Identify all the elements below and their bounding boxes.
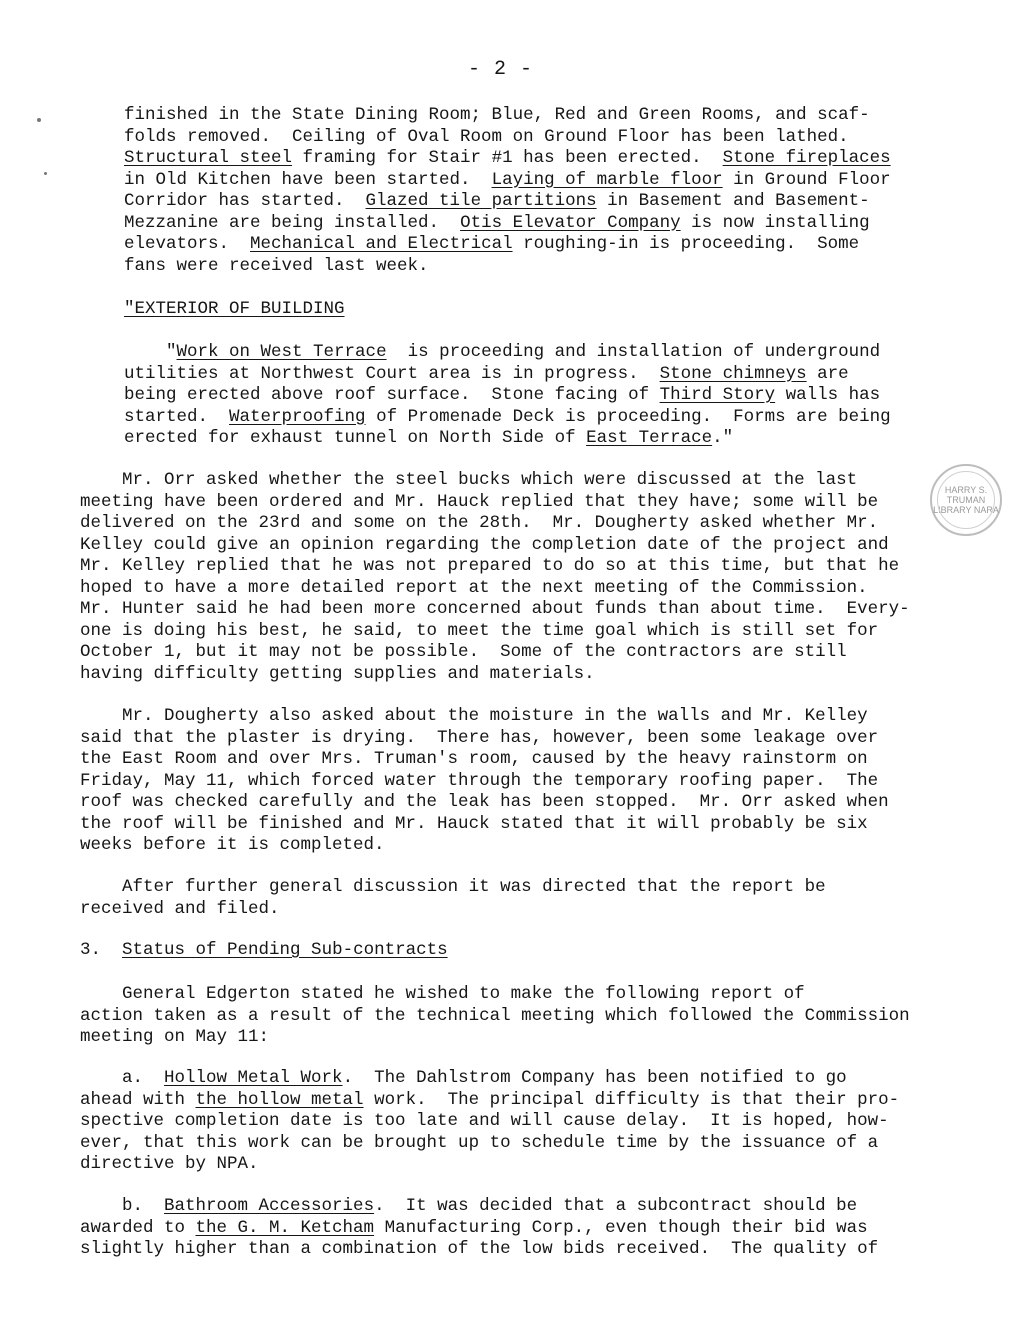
section-3-heading: 3. Status of Pending Sub-contracts <box>80 940 448 960</box>
margin-mark <box>44 172 47 175</box>
stamp-text: HARRY S. TRUMAN LIBRARY NARA <box>933 485 999 515</box>
item-b-bathroom-accessories: b. Bathroom Accessories. It was decided that a subcontract should be awarded to the G. M. Ketcham Manufacturing Corp., even though their bid was slightly higher than a combination of the low bids received. The quality of <box>80 1196 879 1259</box>
margin-mark <box>37 118 41 122</box>
page-number: - 2 - <box>468 58 534 81</box>
exterior-progress-paragraph: "Work on West Terrace is proceeding and installation of underground utilities at Northwest Court area is in progress. Stone chimneys are being erected above roof surface. Stone facing of Third Story walls has started. Waterproofing of Promenade Deck is proceeding. Forms are being erected for exhaust tunnel on North Side of East Terrace." <box>124 342 891 448</box>
item-a-hollow-metal-work: a. Hollow Metal Work. The Dahlstrom Company has been notified to go ahead with the hollow metal work. The principal difficulty is that their pro- spective completion date is too late and will cause delay. It is hoped, how- ever, that this work can be brought up to schedule time by the issuance of a directive by NPA. <box>80 1068 900 1174</box>
stamp-ring <box>937 471 995 529</box>
exterior-heading: "EXTERIOR OF BUILDING <box>124 299 345 319</box>
filing-paragraph: After further general discussion it was directed that the report be received and filed. <box>80 877 826 919</box>
edgerton-report-paragraph: General Edgerton stated he wished to make the following report of action taken as a result of the technical meeting which followed the Commission meeting on May 11: <box>80 984 910 1047</box>
moisture-paragraph: Mr. Dougherty also asked about the moisture in the walls and Mr. Kelley said that the plaster is drying. There has, however, been some leakage over the East Room and over Mrs. Truman's room, caused by the heavy rainstorm on Friday, May 11, which forced water through the temporary roofing paper. The roof was checked carefully and the leak has been stopped. Mr. Orr asked when the roof will be finished and Mr. Hauck stated that it will probably be six weeks before it is completed. <box>80 706 889 855</box>
interior-progress-paragraph: finished in the State Dining Room; Blue, Red and Green Rooms, and scaf- folds removed. Ceiling of Oval Room on Ground Floor has been lathed. Structural steel framing for Stair #1 has been erected. Stone fireplaces in Old Kitchen have been started. Laying of marble floor in Ground Floor Corridor has started. Glazed tile partitions in Basement and Basement- Mezzanine are being installed. Otis Elevator Company is now installing elevators. Mechanical and Electrical roughing-in is proceeding. Some fans were received last week. <box>124 105 891 276</box>
discussion-paragraph: Mr. Orr asked whether the steel bucks which were discussed at the last meeting have been ordered and Mr. Hauck replied that they have; some will be delivered on the 23rd and some on the 28th. Mr. Dougherty asked whether Mr. Kelley could give an opinion regarding the completion date of the project and Mr. Kelley replied that he was not prepared to do so at this time, but that he hoped to have a more detailed report at the next meeting of the Commission. Mr. Hunter said he had been more concerned about funds than about time. Every- one is doing his best, he said, to meet the time goal which is still set for October 1, but it may not be possible. Some of the contractors are still having difficulty getting supplies and materials. <box>80 470 910 684</box>
library-stamp <box>930 464 1002 536</box>
